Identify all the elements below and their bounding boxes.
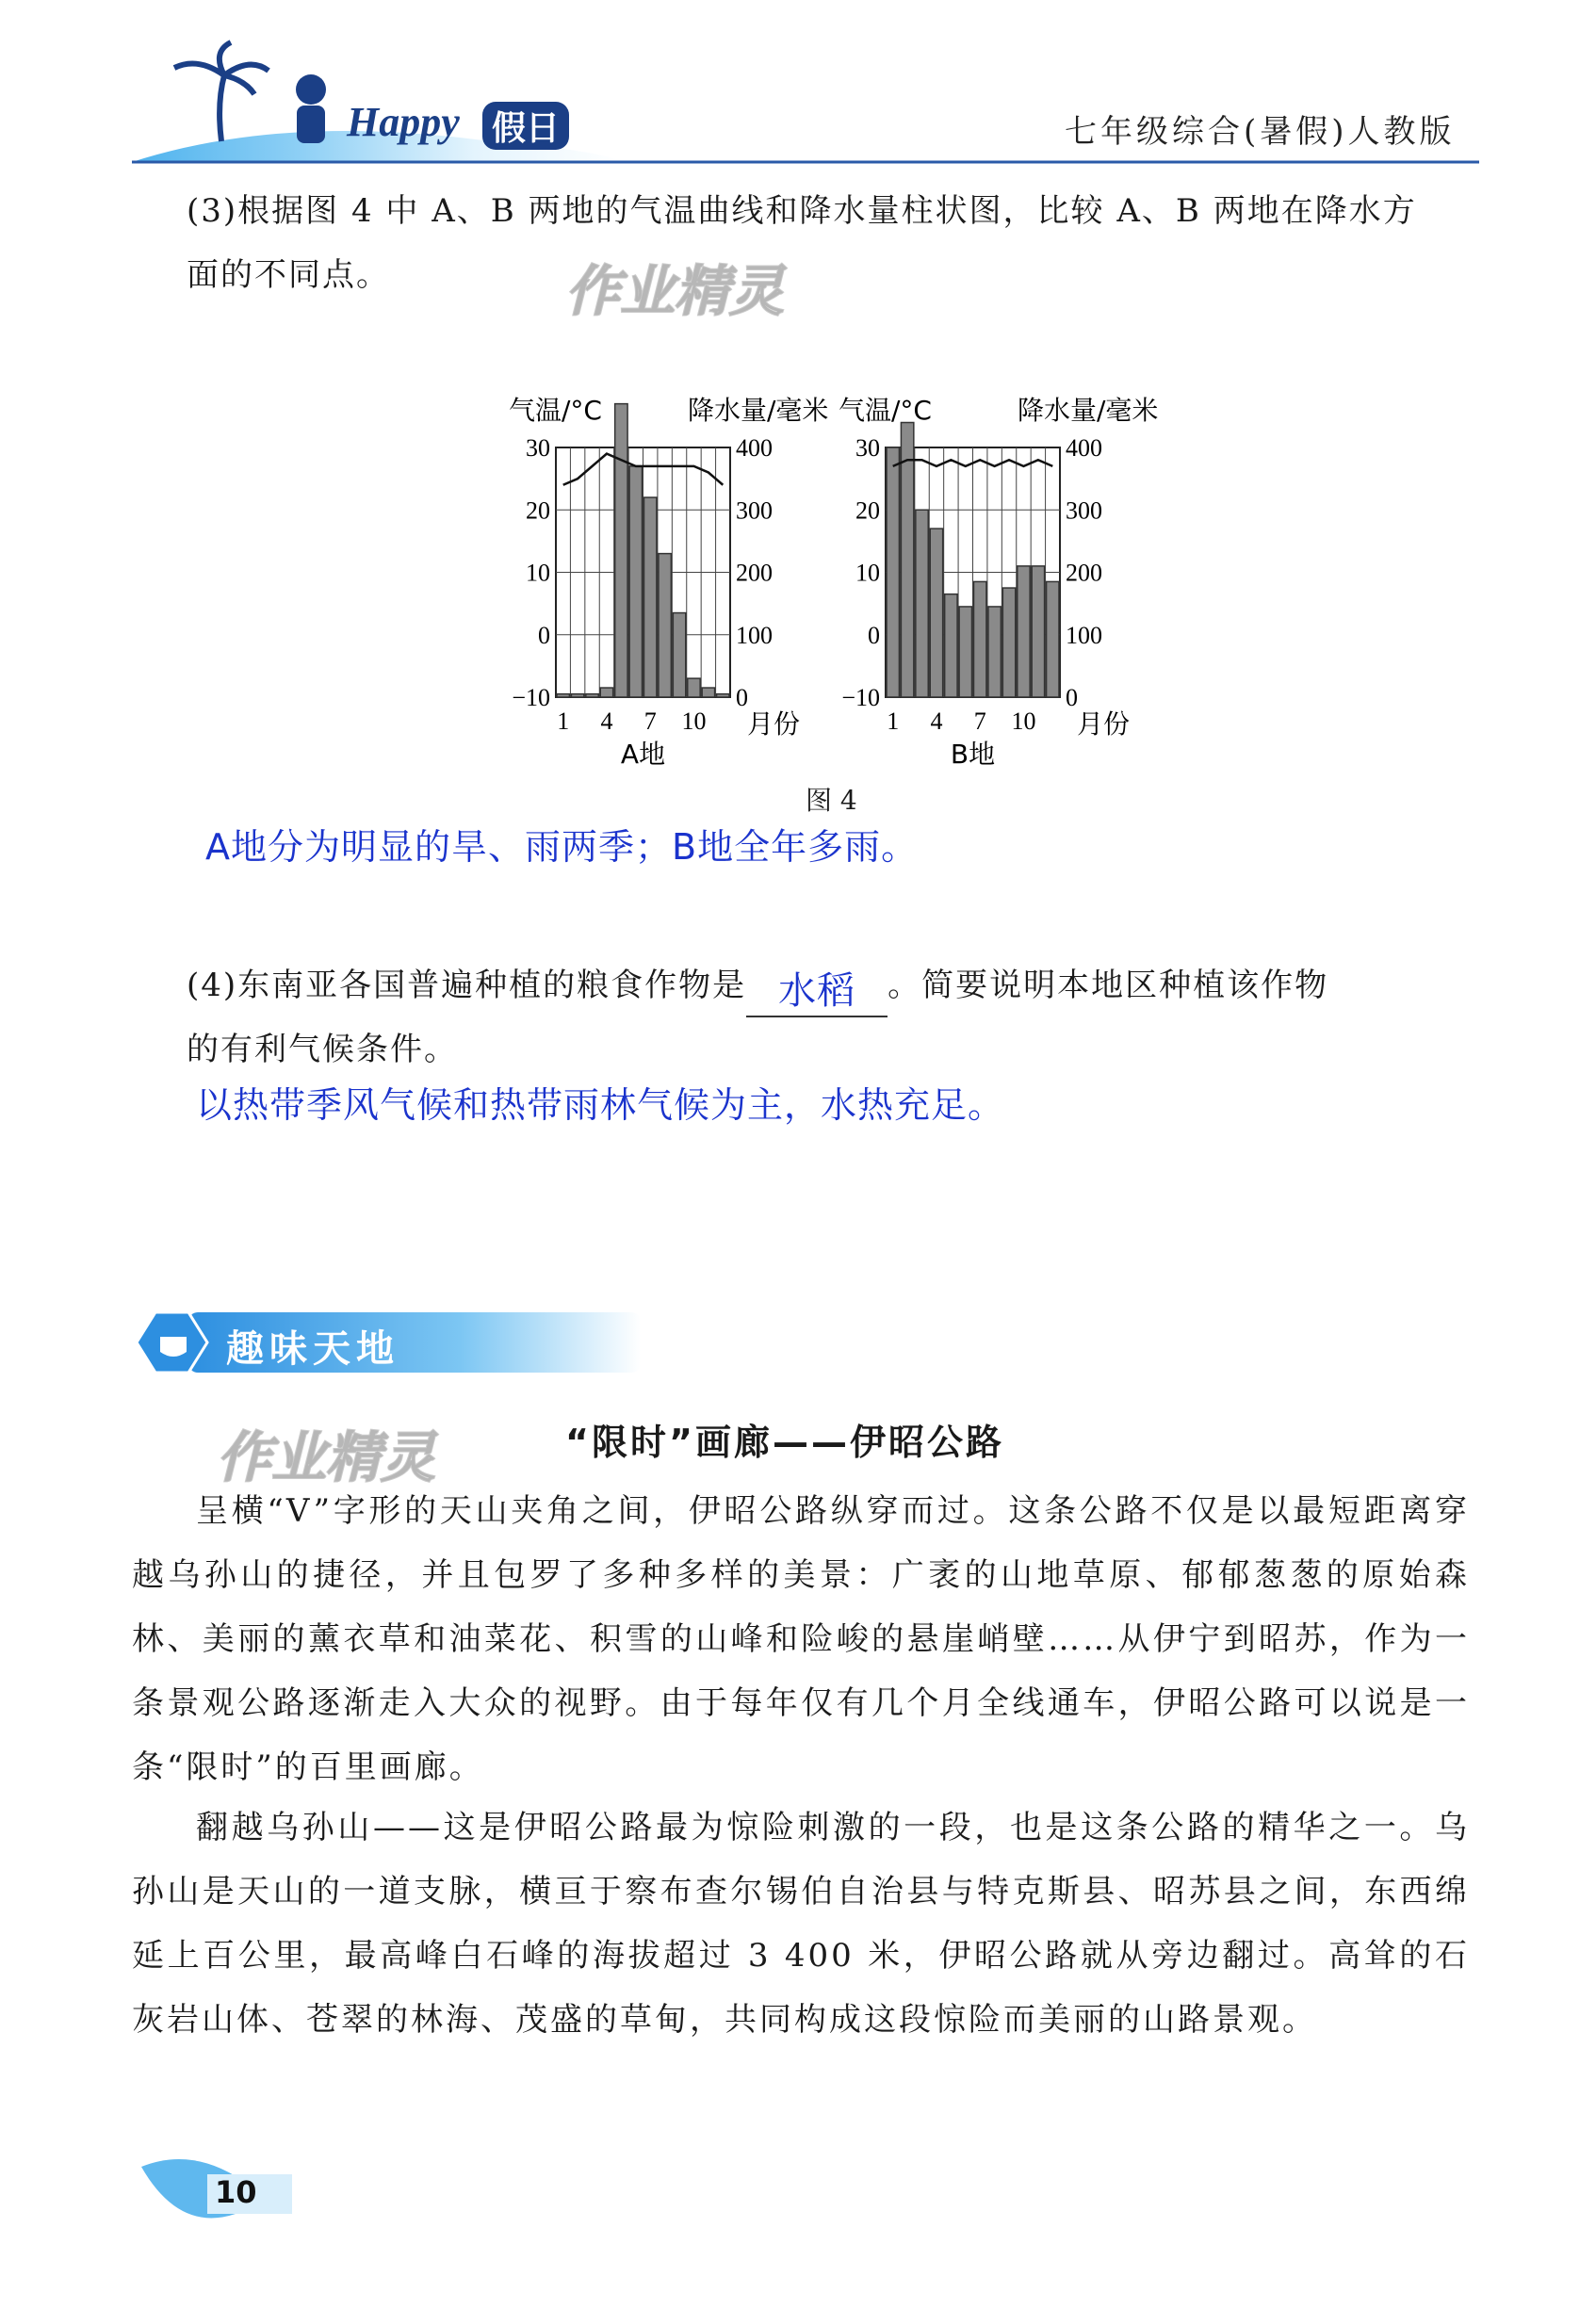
x-tick-label: 10 bbox=[1011, 707, 1036, 735]
watermark-bottom: 作业精灵 bbox=[217, 1425, 436, 1489]
y-right-tick-label: 100 bbox=[736, 621, 773, 649]
answer-4: 以热带季风气候和热带雨林气候为主，水热充足。 bbox=[196, 1084, 1005, 1126]
y-right-tick-label: 0 bbox=[736, 684, 748, 711]
brand-happy-text: Happy bbox=[347, 99, 460, 145]
y-left-tick-label: 10 bbox=[855, 559, 880, 587]
precip-bar bbox=[702, 688, 714, 697]
y-left-axis-label: 气温/°C bbox=[509, 395, 602, 426]
palm-tree-icon bbox=[174, 42, 269, 141]
figure-caption: 图 4 bbox=[806, 785, 857, 816]
precip-bar bbox=[673, 613, 685, 697]
question-3-text: (3)根据图 4 中 A、B 两地的气温曲线和降水量柱状图，比较 A、B 两地在降水方 bbox=[187, 192, 1417, 230]
article-paragraph-2: 翻越乌孙山——这是伊昭公路最为惊险刺激的一段，也是这条公路的精华之一。乌孙山是天山的一道支脉，横亘于察布查尔锡伯自治县与特克斯县、昭苏县之间，东西绵延上百公里，最高峰白石峰的海拔超过 3 400 米，伊昭公路就从旁边翻过。高耸的石灰岩山体、苍翠的林海、茂盛的草甸，共同构成这段惊险而美丽的山路景观。 bbox=[132, 1809, 1470, 2039]
precip-bar bbox=[974, 581, 986, 697]
chart-title: A地 bbox=[620, 739, 666, 770]
x-tick-label: 10 bbox=[681, 707, 707, 735]
y-right-tick-label: 200 bbox=[736, 559, 773, 587]
climate-chart-figure bbox=[490, 358, 1187, 782]
precip-bar bbox=[916, 510, 928, 697]
y-right-tick-label: 0 bbox=[1066, 684, 1078, 711]
question-4-text-after: 。简要说明本地区种植该作物 bbox=[888, 967, 1329, 1004]
y-right-tick-label: 400 bbox=[736, 434, 773, 462]
answer-blank bbox=[746, 968, 888, 1017]
precip-bar bbox=[988, 607, 1001, 697]
y-left-tick-label: 30 bbox=[855, 434, 880, 462]
question-3-text-cont: 面的不同点。 bbox=[187, 256, 390, 294]
x-tick-label: 1 bbox=[887, 707, 900, 735]
y-left-tick-label: −10 bbox=[512, 684, 550, 711]
y-right-axis-label: 降水量/毫米 bbox=[688, 395, 829, 426]
x-axis-label: 月份 bbox=[1077, 708, 1131, 740]
answer-3: A地分为明显的旱、雨两季；B地全年多雨。 bbox=[205, 826, 919, 868]
x-tick-label: 4 bbox=[600, 707, 613, 735]
question-4-text-cont: 的有利气候条件。 bbox=[187, 1031, 458, 1068]
precip-bar bbox=[1002, 588, 1015, 697]
y-right-tick-label: 300 bbox=[736, 496, 773, 525]
section-title: 趣味天地 bbox=[226, 1327, 399, 1371]
y-right-tick-label: 300 bbox=[1066, 496, 1102, 525]
blank-answer: 水稻 bbox=[778, 969, 856, 1013]
x-tick-label: 7 bbox=[643, 707, 657, 735]
y-right-tick-label: 400 bbox=[1066, 434, 1102, 462]
precip-bar bbox=[1032, 566, 1044, 697]
y-left-axis-label: 气温/°C bbox=[839, 395, 932, 426]
y-left-tick-label: −10 bbox=[841, 684, 880, 711]
y-left-tick-label: 30 bbox=[526, 434, 550, 462]
y-right-tick-label: 100 bbox=[1066, 621, 1102, 649]
chart-title: B地 bbox=[950, 739, 996, 770]
article-title: “限时”画廊——伊昭公路 bbox=[565, 1422, 1004, 1463]
x-tick-label: 7 bbox=[973, 707, 986, 735]
precip-bar bbox=[1018, 566, 1030, 697]
y-left-tick-label: 10 bbox=[526, 559, 550, 587]
child-figure-icon bbox=[296, 74, 326, 143]
y-right-tick-label: 200 bbox=[1066, 559, 1102, 587]
precip-bar bbox=[688, 678, 700, 697]
precip-bar bbox=[930, 528, 942, 697]
y-left-tick-label: 20 bbox=[855, 496, 880, 525]
question-4-text bbox=[187, 953, 1506, 1017]
precip-bar bbox=[644, 497, 657, 697]
precip-bar bbox=[586, 694, 598, 697]
precip-bar bbox=[1047, 581, 1059, 697]
precip-bar bbox=[557, 694, 569, 697]
watermark-top: 作业精灵 bbox=[565, 259, 785, 323]
precip-bar bbox=[901, 423, 913, 698]
precip-bar bbox=[629, 466, 642, 697]
precip-bar bbox=[959, 607, 971, 697]
y-left-tick-label: 0 bbox=[538, 621, 550, 649]
precip-bar bbox=[887, 447, 899, 697]
y-right-axis-label: 降水量/毫米 bbox=[1018, 395, 1159, 426]
brand-jiari-badge: 假日 bbox=[482, 102, 569, 150]
page-number: 10 bbox=[215, 2174, 257, 2210]
y-left-tick-label: 0 bbox=[868, 621, 880, 649]
y-left-tick-label: 20 bbox=[526, 496, 550, 525]
precip-bar bbox=[945, 594, 957, 697]
precip-bar bbox=[600, 688, 612, 697]
precip-bar bbox=[571, 694, 583, 697]
precip-bar bbox=[659, 554, 671, 697]
x-tick-label: 4 bbox=[930, 707, 943, 735]
article-paragraph-1: 呈横“V”字形的天山夹角之间，伊昭公路纵穿而过。这条公路不仅是以最短距离穿越乌孙山的捷径，并且包罗了多种多样的美景：广袤的山地草原、郁郁葱葱的原始森林、美丽的薰衣草和油菜花、积雪的山峰和险峻的悬崖峭壁……从伊宁到昭苏，作为一条景观公路逐渐走入大众的视野。由于每年仅有几个月全线通车，伊昭公路可以说是一条“限时”的百里画廊。 bbox=[132, 1492, 1470, 1786]
question-4-text-before: (4)东南亚各国普遍种植的粮食作物是 bbox=[187, 967, 747, 1004]
series-label: 七年级综合(暑假)人教版 bbox=[1065, 113, 1456, 151]
precip-bar bbox=[717, 694, 729, 697]
x-tick-label: 1 bbox=[557, 707, 570, 735]
x-axis-label: 月份 bbox=[747, 708, 801, 740]
precip-bar bbox=[615, 404, 627, 697]
